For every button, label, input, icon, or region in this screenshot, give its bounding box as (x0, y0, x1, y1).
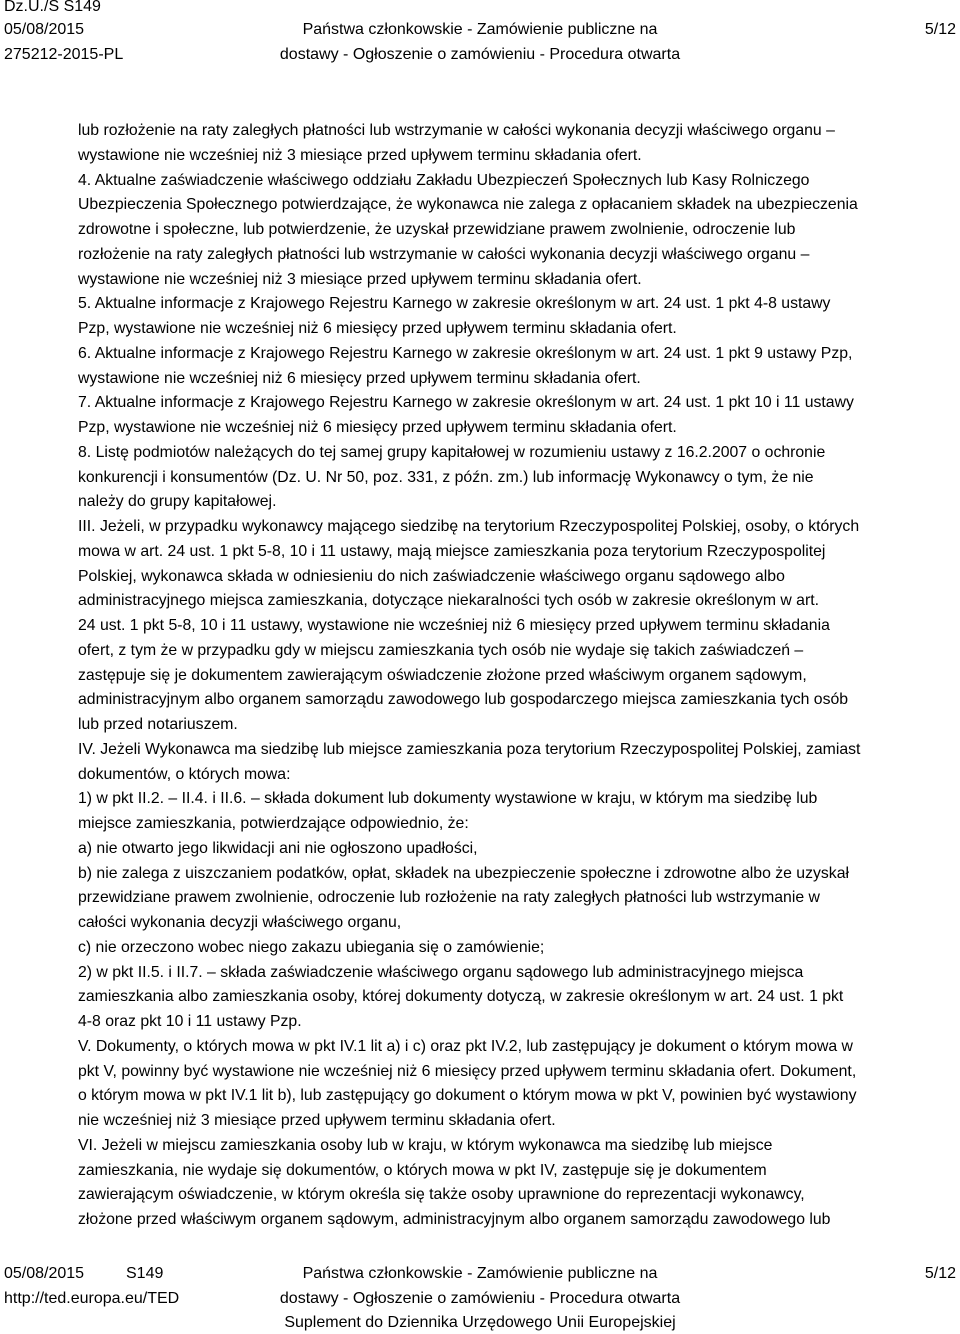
body-line: c) nie orzeczono wobec niego zakazu ubiegania się o zamówienie; (78, 938, 545, 956)
body-line: 4. Aktualne zaświadczenie właściwego oddziału Zakładu Ubezpieczeń Społecznych lub Kasy Rolniczego (78, 171, 810, 189)
publication-date: 05/08/2015 (4, 21, 85, 38)
body-line: 5. Aktualne informacje z Krajowego Rejestru Karnego w zakresie określonym w art. 24 ust. 1 pkt 4-8 ustawy (78, 295, 831, 313)
body-line: ofert, z tym że w przypadku gdy w miejscu zamieszkania tych osób nie wydaje się takich zaświadczeń – (78, 641, 804, 659)
body-line: lub przed notariuszem. (78, 716, 238, 733)
body-line: zastępuje się je dokumentem zawierającym oświadczenie złożone przed właściwym organem sądowym, (78, 666, 807, 684)
body-line: należy do grupy kapitałowej. (78, 493, 277, 511)
body-line: nie wcześniej niż 3 miesiące przed upływem terminu składania ofert. (78, 1112, 556, 1129)
body-line: III. Jeżeli, w przypadku wykonawcy mającego siedzibę na terytorium Rzeczypospolitej Polskiej, osoby, o których (78, 518, 860, 535)
body-line: lub rozłożenie na raty zaległych płatności lub wstrzymanie w całości wykonania decyzji właściwego organu – (78, 122, 835, 139)
body-line: złożone przed właściwym organem sądowym, administracyjnym albo organem samorządu zawodowego lub (78, 1211, 831, 1228)
body-line: 1) w pkt II.2. – II.4. i II.6. – składa dokument lub dokumenty wystawione w kraju, w którym ma siedzibę lub (78, 790, 818, 808)
body-line: miejsce zamieszkania, potwierdzające odpowiednio, że: (78, 815, 469, 832)
footer-date: 05/08/2015 (4, 1265, 85, 1282)
header-title-line-2: dostawy - Ogłoszenie o zamówieniu - Procedura otwarta (279, 46, 681, 63)
notice-body-text (78, 119, 958, 1233)
notice-number: 275212-2015-PL (4, 46, 124, 63)
body-line: 4-8 oraz pkt 10 i 11 ustawy Pzp. (78, 1013, 302, 1030)
body-line: o którym mowa w pkt IV.1 lit b), lub zastępujący go dokument o którym mowa w pkt V, powinien być wystawiony (78, 1087, 857, 1105)
body-line: b) nie zalega z uiszczaniem podatków, opłat, składek na ubezpieczenie społeczne i zdrowotne albo że uzyskał (78, 864, 849, 882)
body-line: przewidziane prawem zwolnienie, odroczenie lub rozłożenie na raty zaległych płatności lub wstrzymanie w (78, 889, 820, 907)
body-line: konkurencji i konsumentów (Dz. U. Nr 50, poz. 331, z późn. zm.) lub informację Wykonawcy o tym, że nie (78, 468, 814, 486)
body-line: 6. Aktualne informacje z Krajowego Rejestru Karnego w zakresie określonym w art. 24 ust. 1 pkt 9 ustawy Pzp, (78, 344, 853, 362)
footer-title-line-2: dostawy - Ogłoszenie o zamówieniu - Procedura otwarta (279, 1290, 681, 1307)
body-line: wystawione nie wcześniej niż 3 miesiące przed upływem terminu składania ofert. (78, 270, 642, 288)
body-line: wystawione nie wcześniej niż 6 miesięcy przed upływem terminu składania ofert. (78, 369, 641, 387)
body-line: VI. Jeżeli w miejscu zamieszkania osoby lub w kraju, w którym wykonawca ma siedzibę lub miejsce (78, 1136, 773, 1154)
footer-title-line-1: Państwa członkowskie - Zamówienie publiczne na (302, 1265, 658, 1282)
body-line: Pzp, wystawione nie wcześniej niż 6 miesięcy przed upływem terminu składania ofert. (78, 320, 677, 337)
body-line: mowa w art. 24 ust. 1 pkt 5-8, 10 i 11 ustawy, mają miejsce zamieszkania poza terytorium Rzeczypospolitej (78, 542, 826, 560)
body-line: Ubezpieczenia Społecznego potwierdzające, że wykonawca nie zalega z opłacaniem składek na ubezpieczenia (78, 196, 858, 214)
body-line: Polskiej, wykonawca składa w odniesieniu do nich zaświadczenie właściwego organu sądowego albo (78, 567, 785, 585)
body-line: administracyjnego miejsca zamieszkania, dotyczące niekaralności tych osób w zakresie określonym w art. (78, 592, 820, 610)
body-line: zdrowotne i społeczne, lub potwierdzenie, że uzyskał przewidziane prawem zwolnienie, odroczenie lub (78, 221, 796, 238)
body-line: rozłożenie na raty zaległych płatności lub wstrzymanie w całości wykonania decyzji właściwego organu – (78, 245, 810, 263)
body-line: pkt V, powinny być wystawione nie wcześniej niż 6 miesięcy przed upływem terminu składania ofert. Dokument, (78, 1062, 857, 1080)
body-line: 7. Aktualne informacje z Krajowego Rejestru Karnego w zakresie określonym w art. 24 ust. 1 pkt 10 i 11 ustawy (78, 394, 854, 412)
footer-supplement-name: Suplement do Dziennika Urzędowego Unii Europejskiej (284, 1314, 676, 1331)
journal-reference: Dz.U./S S149 (4, 0, 101, 15)
body-line: 8. Listę podmiotów należących do tej samej grupy kapitałowej w rozumieniu ustawy z 16.2.2007 o ochronie (78, 443, 826, 461)
body-line: Pzp, wystawione nie wcześniej niż 6 miesięcy przed upływem terminu składania ofert. (78, 419, 677, 436)
body-line: administracyjnym albo organem samorządu zawodowego lub gospodarczego miejsca zamieszkania tych osób (78, 691, 849, 709)
body-line: V. Dokumenty, o których mowa w pkt IV.1 lit a) i c) oraz pkt IV.2, lub zastępujący je dokument o którym mowa w (78, 1037, 853, 1055)
header-title-line-1: Państwa członkowskie - Zamówienie publiczne na (302, 21, 658, 38)
body-line: 2) w pkt II.5. i II.7. – składa zaświadczenie właściwego organu sądowego lub administracyjnego miejsca (78, 963, 804, 981)
body-line: dokumentów, o których mowa: (78, 765, 291, 783)
body-line: wystawione nie wcześniej niż 3 miesiące przed upływem terminu składania ofert. (78, 146, 642, 164)
footer-url: http://ted.europa.eu/TED (4, 1290, 180, 1307)
body-line: zawierającym oświadczenie, w którym określa się także osoby uprawnione do reprezentacji wykonawcy, (78, 1186, 805, 1204)
body-line: 24 ust. 1 pkt 5-8, 10 i 11 ustawy, wystawione nie wcześniej niż 6 miesięcy przed upływem terminu składania (78, 617, 830, 634)
body-line: zamieszkania albo zamieszkania osoby, której dokumenty dotyczą, w zakresie określonym w art. 24 ust. 1 pkt (78, 988, 844, 1006)
footer-series: S149 (126, 1265, 164, 1282)
body-line: IV. Jeżeli Wykonawca ma siedzibę lub miejsce zamieszkania poza terytorium Rzeczypospolitej Polskiej, zamiast (78, 740, 861, 758)
page-number: 5/12 (924, 21, 956, 38)
body-line: całości wykonania decyzji właściwego organu, (78, 914, 402, 931)
footer-page-number: 5/12 (924, 1265, 956, 1282)
body-line: a) nie otwarto jego likwidacji ani nie ogłoszono upadłości, (78, 839, 478, 857)
body-line: zamieszkania, nie wydaje się dokumentów, o których mowa w pkt IV, zastępuje się je dokumentem (78, 1161, 767, 1179)
